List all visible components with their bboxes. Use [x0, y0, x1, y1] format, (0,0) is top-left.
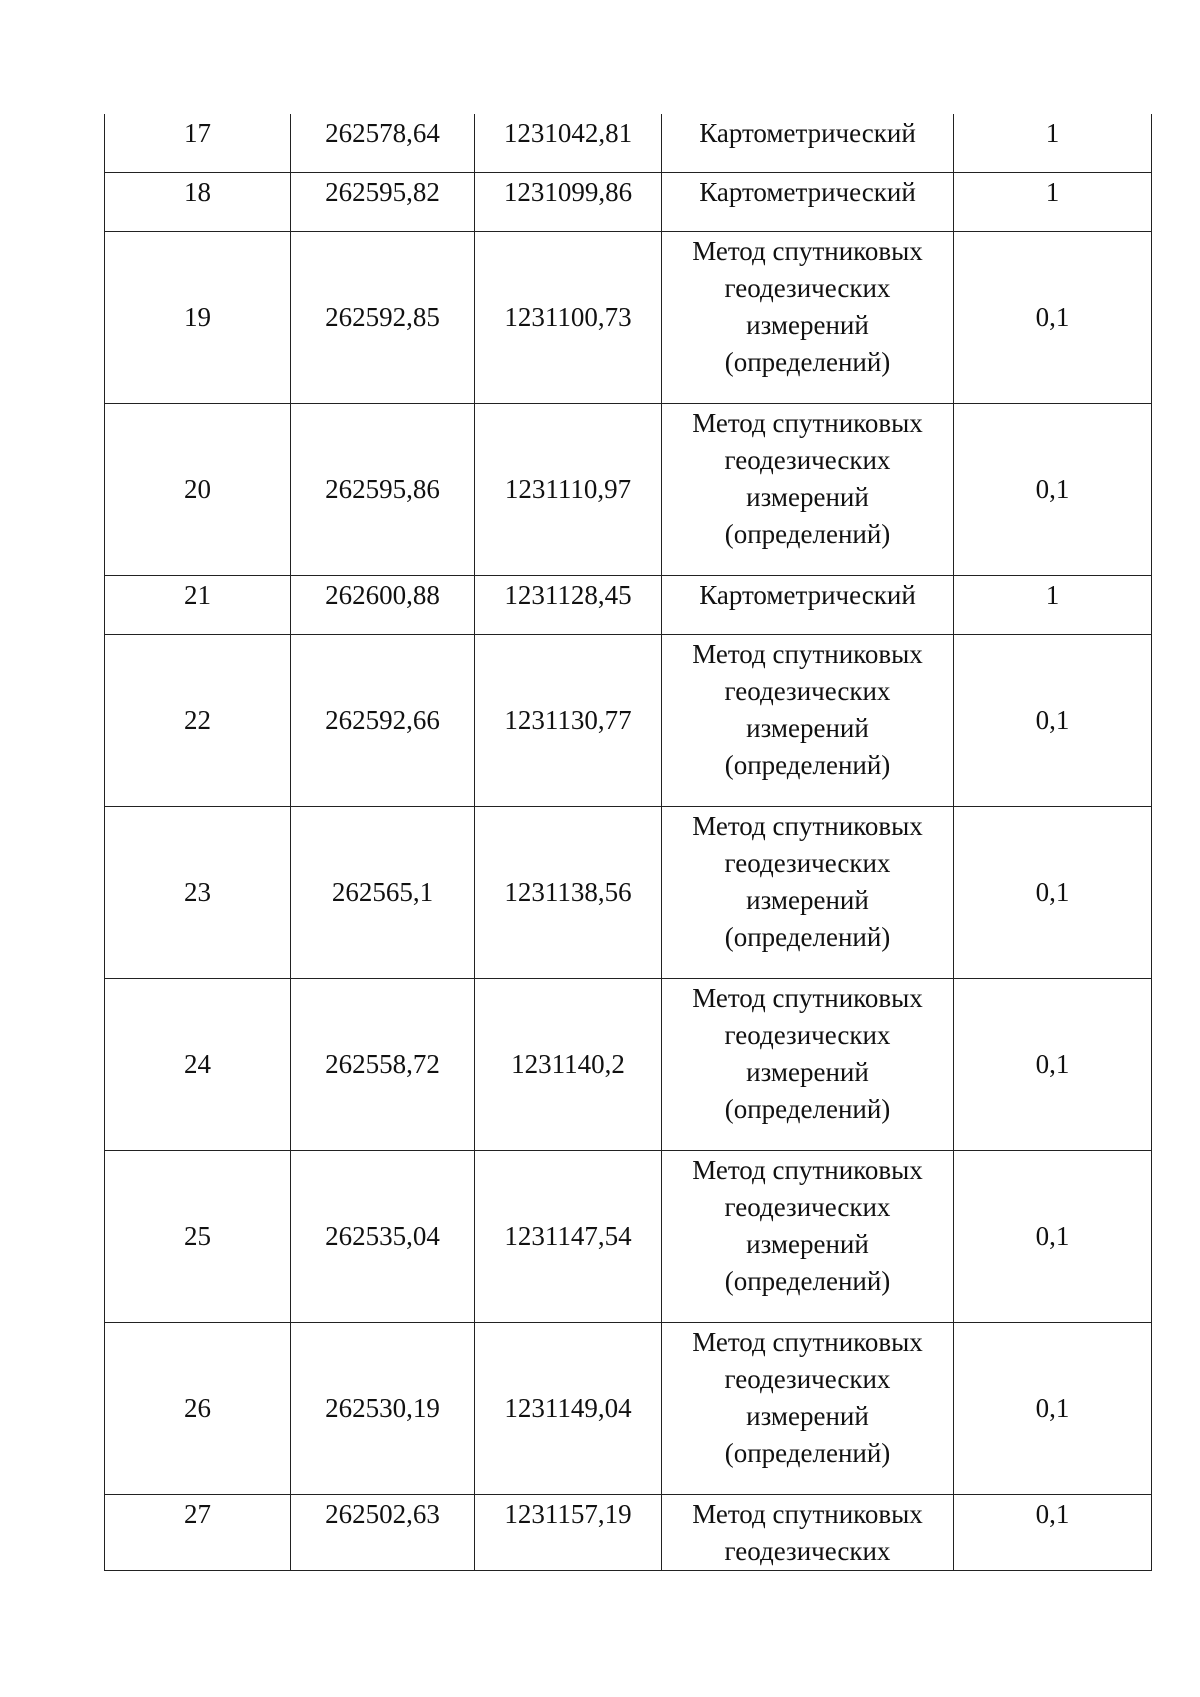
accuracy-cell: 0,1	[954, 404, 1152, 576]
y-coordinate-cell: 1231147,54	[475, 1151, 662, 1323]
point-number-cell: 17	[105, 114, 291, 173]
method-text: Метод спутниковых геодезических измерений (определений)	[692, 1327, 923, 1468]
table-row	[105, 576, 1152, 635]
accuracy-cell: 0,1	[954, 1323, 1152, 1495]
coordinates-table	[104, 114, 1152, 1571]
table-row	[105, 173, 1152, 232]
table-row	[105, 807, 1152, 979]
y-coordinate-cell: 1231130,77	[475, 635, 662, 807]
table-row	[105, 979, 1152, 1151]
table-row	[105, 1151, 1152, 1323]
point-number-cell: 18	[105, 173, 291, 232]
accuracy-cell: 0,1	[954, 1495, 1152, 1571]
x-coordinate-cell: 262578,64	[291, 114, 475, 173]
accuracy-cell: 0,1	[954, 635, 1152, 807]
point-number-cell: 19	[105, 232, 291, 404]
method-text: Метод спутниковых геодезических измерений (определений)	[692, 236, 923, 377]
accuracy-cell: 0,1	[954, 1151, 1152, 1323]
point-number-cell: 22	[105, 635, 291, 807]
point-number-cell: 27	[105, 1495, 291, 1571]
method-cell	[662, 404, 954, 576]
point-number-cell: 23	[105, 807, 291, 979]
x-coordinate-cell: 262595,86	[291, 404, 475, 576]
point-number-cell: 24	[105, 979, 291, 1151]
point-number-cell: 26	[105, 1323, 291, 1495]
x-coordinate-cell: 262592,85	[291, 232, 475, 404]
accuracy-cell: 0,1	[954, 979, 1152, 1151]
y-coordinate-cell: 1231138,56	[475, 807, 662, 979]
accuracy-cell: 1	[954, 576, 1152, 635]
method-text: Метод спутниковых геодезических измерений (определений)	[692, 983, 923, 1124]
y-coordinate-cell: 1231149,04	[475, 1323, 662, 1495]
method-text: Метод спутниковых геодезических измерений (определений)	[692, 1155, 923, 1296]
point-number-cell: 21	[105, 576, 291, 635]
point-number-cell: 20	[105, 404, 291, 576]
y-coordinate-cell: 1231099,86	[475, 173, 662, 232]
x-coordinate-cell: 262558,72	[291, 979, 475, 1151]
table-row	[105, 404, 1152, 576]
method-cell: Картометрический	[662, 576, 954, 635]
method-cell	[662, 1323, 954, 1495]
accuracy-cell: 0,1	[954, 232, 1152, 404]
table-row	[105, 114, 1152, 173]
x-coordinate-cell: 262592,66	[291, 635, 475, 807]
accuracy-cell: 1	[954, 114, 1152, 173]
y-coordinate-cell: 1231110,97	[475, 404, 662, 576]
method-cell	[662, 1495, 954, 1571]
x-coordinate-cell: 262595,82	[291, 173, 475, 232]
method-text: Метод спутниковых геодезических измерений (определений)	[692, 811, 923, 952]
x-coordinate-cell: 262600,88	[291, 576, 475, 635]
x-coordinate-cell: 262565,1	[291, 807, 475, 979]
method-cell: Картометрический	[662, 173, 954, 232]
y-coordinate-cell: 1231042,81	[475, 114, 662, 173]
accuracy-cell: 1	[954, 173, 1152, 232]
method-cell	[662, 635, 954, 807]
method-cell	[662, 232, 954, 404]
table-row	[105, 232, 1152, 404]
y-coordinate-cell: 1231157,19	[475, 1495, 662, 1571]
x-coordinate-cell: 262530,19	[291, 1323, 475, 1495]
y-coordinate-cell: 1231128,45	[475, 576, 662, 635]
method-cell	[662, 979, 954, 1151]
y-coordinate-cell: 1231100,73	[475, 232, 662, 404]
table-row	[105, 1323, 1152, 1495]
method-text: Метод спутниковых геодезических измерений (определений)	[692, 639, 923, 780]
y-coordinate-cell: 1231140,2	[475, 979, 662, 1151]
x-coordinate-cell: 262535,04	[291, 1151, 475, 1323]
method-cell: Картометрический	[662, 114, 954, 173]
coordinates-table-body	[105, 114, 1152, 1571]
method-text: Метод спутниковых геодезических	[692, 1499, 923, 1566]
table-row	[105, 1495, 1152, 1571]
point-number-cell: 25	[105, 1151, 291, 1323]
accuracy-cell: 0,1	[954, 807, 1152, 979]
method-cell	[662, 807, 954, 979]
table-row	[105, 635, 1152, 807]
x-coordinate-cell: 262502,63	[291, 1495, 475, 1571]
method-text: Метод спутниковых геодезических измерений (определений)	[692, 408, 923, 549]
method-cell	[662, 1151, 954, 1323]
